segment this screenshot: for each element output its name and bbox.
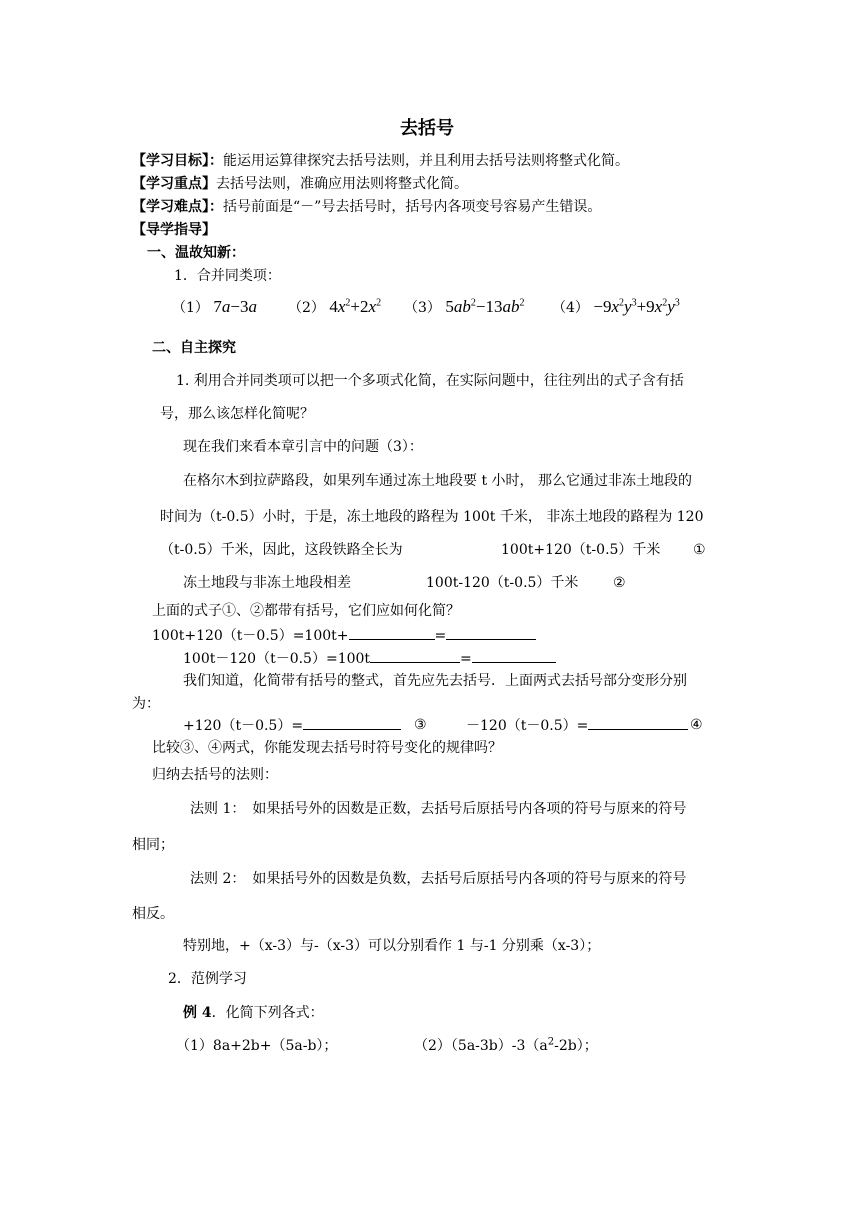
problem-3-expr: $5ab^2-13ab^2$ [445, 297, 525, 316]
equation-mark-3: ③ [414, 717, 427, 733]
answer-blank[interactable] [349, 626, 435, 640]
objective-label: 【学习目标】 [132, 153, 209, 169]
example-text: ．化简下列各式： [211, 1005, 324, 1021]
equation-1-left: 100t+120（t－0.5）=100t+ [152, 628, 349, 644]
difference-expr: 100t-120（t-0.5）千米 [426, 575, 579, 591]
objective-text: 能运用运算律探究去括号法则，并且利用去括号法则将整式化简。 [223, 153, 629, 169]
learning-focus [132, 175, 468, 193]
focus-label: 【学习重点】 [132, 176, 216, 192]
difference-text: 冻土地段与非冻土地段相差 [183, 575, 351, 591]
example-heading [183, 1004, 324, 1022]
equation-2-left: 100t－120（t－0.5）=100t [183, 651, 371, 667]
example-2-part1: （2）（5a-3b）-3（a [414, 1038, 548, 1054]
paragraph-2: 现在我们来看本章引言中的问题（3）： [183, 439, 423, 455]
learning-difficulty [132, 198, 601, 216]
problem-2-number: （2） [288, 300, 325, 316]
paragraph-8: 归纳去括号的法则： [152, 767, 278, 783]
paragraph-6-line1: 我们知道，化简带有括号的整式，首先应先去括号．上面两式去括号部分变形分别 [183, 673, 687, 689]
problem-4-number: （4） [552, 300, 589, 316]
problem-3 [404, 298, 524, 317]
equation-4-left: －120（t－0.5）= [466, 718, 589, 734]
difficulty-label: 【学习难点】 [132, 199, 209, 215]
problem-1-expr: 7a−3a [213, 297, 257, 316]
equation-1 [152, 626, 536, 645]
focus-text: 去括号法则，准确应用法则将整式化简。 [216, 176, 468, 192]
paragraph-7: 比较③、④两式，你能发现去括号时符号变化的规律吗？ [152, 740, 502, 756]
total-length-expr: 100t+120（t-0.5）千米 [501, 542, 661, 558]
special-note: 特别地，+（x-3）与-（x-3）可以分别看作 1 与-1 分别乘（x-3）； [183, 938, 601, 954]
section1-heading: 一、温故知新： [147, 245, 245, 261]
learning-objective [132, 152, 629, 170]
objective-sep: ： [209, 153, 223, 169]
problem-4 [552, 298, 680, 317]
example-2-exponent: 2 [547, 1036, 555, 1048]
problem-4-expr: $-9x^2y^3+9x^2y^3$ [593, 297, 680, 316]
equation-mark-2: ② [613, 575, 626, 591]
equation-4 [466, 716, 688, 735]
rule-2-line2: 相反。 [132, 906, 174, 922]
paragraph-6-line2: 为： [132, 696, 160, 712]
rule-1-line2: 相同； [132, 837, 174, 853]
answer-blank[interactable] [588, 716, 688, 730]
paragraph-1-line1: 1. 利用合并同类项可以把一个多项式化简，在实际问题中，往往列出的式子含有括 [176, 373, 684, 389]
equation-mark-4: ④ [690, 717, 703, 733]
difficulty-sep: ： [209, 199, 223, 215]
rule-2-line1: 法则 2： 如果括号外的因数是负数，去括号后原括号内各项的符号与原来的符号 [190, 871, 687, 887]
rule-1-line1: 法则 1： 如果括号外的因数是正数，去括号后原括号内各项的符号与原来的符号 [190, 801, 687, 817]
equation-2 [183, 649, 556, 668]
paragraph-5: 上面的式子①、②都带有括号，它们应如何化简？ [152, 603, 460, 619]
equation-3 [183, 716, 401, 735]
example-2 [414, 1037, 598, 1055]
example-1: （1）8a+2b+（5a-b）； [176, 1038, 338, 1054]
total-length-text: （t-0.5）千米，因此，这段铁路全长为 [160, 542, 403, 558]
answer-blank[interactable] [370, 649, 460, 663]
problem-1-number: （1） [172, 300, 209, 316]
problem-2 [288, 298, 381, 317]
section2-heading: 二、自主探究 [152, 340, 236, 356]
answer-blank[interactable] [446, 626, 536, 640]
problem-3-number: （3） [404, 300, 441, 316]
paragraph-3-line2: 时间为（t-0.5）小时，于是，冻土地段的路程为 100t 千米， 非冻土地段的路程为 120 [160, 509, 704, 525]
section1-item: 1．合并同类项： [174, 268, 281, 284]
equation-mark-1: ① [693, 542, 706, 558]
answer-blank[interactable] [303, 716, 401, 730]
difficulty-text: 括号前面是“－”号去括号时，括号内各项变号容易产生错误。 [223, 199, 602, 215]
paragraph-3-line3 [160, 541, 403, 559]
problem-row [172, 298, 257, 317]
example-2-part2: -2b）； [554, 1038, 598, 1054]
guide-heading: 【导学指导】 [132, 222, 216, 238]
answer-blank[interactable] [472, 649, 556, 663]
item-2: 2．范例学习 [168, 971, 247, 987]
equation-2-eq: = [460, 651, 472, 667]
page-title: 去括号 [400, 118, 454, 139]
equation-3-left: +120（t－0.5）= [183, 718, 304, 734]
paragraph-1-line2: 号，那么该怎样化简呢？ [160, 406, 314, 422]
paragraph-3-line1: 在格尔木到拉萨路段，如果列车通过冻土地段要 t 小时， 那么它通过非冻土地段的 [183, 473, 692, 489]
problem-2-expr: $4x^2+2x^2$ [329, 297, 382, 316]
equation-1-eq: = [434, 628, 447, 644]
example-label: 例 4 [183, 1005, 212, 1021]
